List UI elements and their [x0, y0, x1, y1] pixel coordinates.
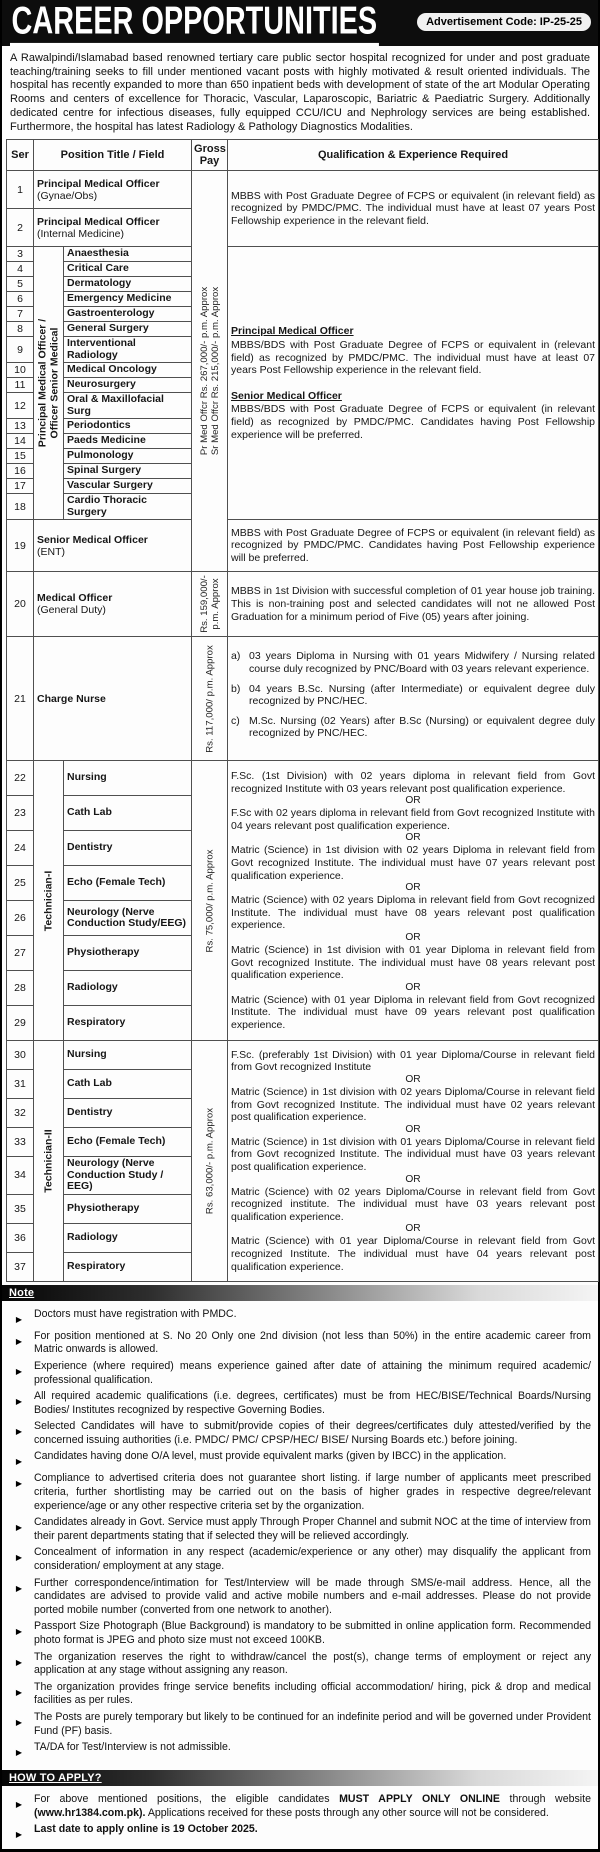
bullet-icon [4, 1823, 34, 1842]
specialty-cell: Critical Care [64, 262, 192, 277]
note-text: Doctors must have registration with PMDC. [34, 1307, 237, 1320]
note-item [4, 1620, 591, 1647]
table-row [7, 247, 599, 262]
qualification-option [231, 650, 595, 675]
specialty-cell: Oral & Maxillofacial Surg [64, 393, 192, 419]
note-item [4, 1651, 591, 1678]
bullet-icon [4, 1741, 34, 1760]
header-position: Position Title / Field [34, 140, 192, 171]
or-separator: OR [405, 1223, 421, 1235]
note-text: Passport Size Photograph (Blue Background) is mandatory to be submitted in online application form. Recommended photo format is JPEG and photo size must not exceed 100KB. [34, 1620, 591, 1646]
position-cell [34, 171, 192, 209]
table-row [7, 520, 599, 572]
specialty-cell: Nursing [64, 761, 192, 796]
ser-cell: 33 [7, 1128, 34, 1157]
position-cell [34, 520, 192, 572]
ser-cell: 26 [7, 901, 34, 936]
ser-cell: 35 [7, 1194, 34, 1223]
ser-cell: 29 [7, 1006, 34, 1041]
table-row [7, 572, 599, 637]
how-to-apply-header-bar [2, 1770, 598, 1786]
position-cell [34, 572, 192, 637]
note-item [4, 1330, 591, 1357]
specialty-cell: Physiotherapy [64, 936, 192, 971]
gross-pay-cell [192, 637, 228, 761]
group-label-cell [34, 761, 64, 1041]
specialty-cell: Respiratory [64, 1006, 192, 1041]
position-cell [34, 637, 192, 761]
qualification-cell [228, 637, 599, 761]
position-cell [34, 209, 192, 247]
position-subtitle: (General Duty) [37, 604, 106, 617]
qualification-cell [228, 1041, 599, 1282]
specialty-cell: Interventional Radiology [64, 337, 192, 363]
specialty-cell: Pulmonology [64, 449, 192, 464]
specialty-cell: Dentistry [64, 831, 192, 866]
ser-cell: 22 [7, 761, 34, 796]
group-label-rotated: Technician-I [41, 870, 54, 931]
header-qualification: Qualification & Experience Required [228, 140, 599, 171]
qualification-text: Matric (Science) in 1st division with 02 years Diploma/Course in relevant field from Govt recognized Institute. The individual must have 02 years relevant post qualification experience. [231, 1086, 596, 1124]
ser-cell: 24 [7, 831, 34, 866]
specialty-cell: Dermatology [64, 277, 192, 292]
ser-cell: 12 [7, 393, 34, 419]
last-date-text: Last date to apply online is 19 October 2025. [34, 1823, 258, 1836]
ser-cell: 32 [7, 1099, 34, 1128]
specialty-cell: Cath Lab [64, 796, 192, 831]
bullet-icon [4, 1711, 34, 1738]
ser-cell: 8 [7, 322, 34, 337]
note-text: Concealment of information in any respect (academic/experience or any other) may disqualify the applicant from consideration/ employment at any stage. [34, 1546, 591, 1573]
apply-item [4, 1793, 591, 1820]
ser-cell: 1 [7, 171, 34, 209]
qualification-text: MBBS with Post Graduate Degree of FCPS or equivalent (in relevant field) as recognized by PMDC/PMC. The individual must have at least 07 years Post Fellowship experience in the relevant field. [231, 189, 596, 228]
ad-code-badge: Advertisement Code: IP-25-25 [417, 13, 591, 31]
note-text: Candidates having done O/A level, must provide equivalent marks (given by IBCC) in the application. [34, 1450, 507, 1463]
header-ser: Ser [7, 140, 34, 171]
ser-cell: 34 [7, 1157, 34, 1195]
specialty-cell: Emergency Medicine [64, 292, 192, 307]
table-row [7, 171, 599, 209]
specialty-cell: Neurology (Nerve Conduction Study / EEG) [64, 1157, 192, 1195]
ser-cell: 3 [7, 247, 34, 262]
specialty-cell: Neurology (Nerve Conduction Study/EEG) [64, 901, 192, 936]
table-header-row [7, 140, 599, 171]
pay-line: Sr Med Offcr Rs. 215,000/- p.m. Approx [209, 287, 221, 456]
qualification-option [231, 683, 595, 708]
ser-cell: 10 [7, 363, 34, 378]
bullet-icon [4, 1546, 34, 1573]
ser-cell: 27 [7, 936, 34, 971]
gross-pay-cell [192, 171, 228, 572]
specialty-cell: Neurosurgery [64, 378, 192, 393]
apply-item [4, 1823, 591, 1842]
position-title: Charge Nurse [37, 692, 106, 705]
specialty-cell: Echo (Female Tech) [64, 866, 192, 901]
note-text: Compliance to advertised criteria does not guarantee short listing. if large number of applicants meet prescribed criteria, further shortlisting may be carried out on the basis of higher grades in respective degree/relevant experience/age or any other respective criteria set by the organization. [34, 1472, 591, 1512]
specialty-cell: Echo (Female Tech) [64, 1128, 192, 1157]
ser-cell: 31 [7, 1070, 34, 1099]
ser-cell: 18 [7, 494, 34, 520]
qualification-text: M.Sc. Nursing (02 Years) after B.Sc (Nursing) or equivalent degree duly recognized by PNC/HEC. [249, 714, 596, 740]
ser-cell: 2 [7, 209, 34, 247]
note-text: The organization provides fringe service benefits including official accommodation/ hiring, pick & drop and medical facilities as per rules. [34, 1680, 591, 1707]
specialty-cell: Nursing [64, 1041, 192, 1070]
pay-line: p.m. Approx [209, 578, 221, 630]
qualification-text: Matric (Science) with 01 year Diploma in relevant field from Govt recognized Institute. The individual must have 09 years relevant post qualification experience. [231, 993, 596, 1031]
ser-cell: 28 [7, 971, 34, 1006]
qualification-text: Matric (Science) with 02 years Diploma in relevant field from Govt recognized Institute. The individual must have 08 years relevant post qualification experience. [231, 894, 596, 932]
ser-cell: 17 [7, 479, 34, 494]
specialty-cell: Spinal Surgery [64, 464, 192, 479]
note-item [4, 1546, 591, 1573]
note-item [4, 1577, 591, 1618]
ser-cell: 19 [7, 520, 34, 572]
bullet-icon [4, 1450, 34, 1469]
positions-table [6, 139, 599, 1282]
group-label-line: Principal Medical Officer / [36, 319, 48, 448]
group-label-cell [34, 1041, 64, 1282]
ser-cell: 25 [7, 866, 34, 901]
apply-text [34, 1793, 591, 1820]
ser-cell: 5 [7, 277, 34, 292]
qualification-heading: Senior Medical Officer [231, 389, 342, 402]
note-item [4, 1360, 591, 1387]
ser-cell: 7 [7, 307, 34, 322]
specialty-cell: Dentistry [64, 1099, 192, 1128]
or-separator: OR [405, 981, 421, 993]
ser-cell: 16 [7, 464, 34, 479]
note-item [4, 1711, 591, 1738]
gross-pay-cell [192, 1041, 228, 1282]
qualification-heading: Principal Medical Officer [231, 325, 354, 338]
apply-text-part: For above mentioned positions, the eligible candidates [34, 1793, 340, 1806]
page-title: CAREER OPPORTUNITIES [10, 0, 379, 46]
bullet-icon [4, 1420, 34, 1447]
note-header: Note [9, 1286, 35, 1299]
group-label-cell [34, 247, 64, 520]
ser-cell: 15 [7, 449, 34, 464]
group-label-rotated [37, 319, 60, 447]
bullet-icon [4, 1651, 34, 1678]
note-item [4, 1516, 591, 1543]
ser-cell: 21 [7, 637, 34, 761]
ser-cell: 4 [7, 262, 34, 277]
or-separator: OR [405, 882, 421, 894]
specialty-cell: Respiratory [64, 1252, 192, 1281]
note-item [4, 1390, 591, 1417]
bullet-icon [4, 1472, 34, 1513]
ser-cell: 37 [7, 1252, 34, 1281]
bullet-icon [4, 1308, 34, 1327]
group-label-rotated: Technician-II [41, 1129, 54, 1193]
bullet-icon [4, 1360, 34, 1387]
table-row [7, 761, 599, 796]
bullet-icon [4, 1793, 34, 1820]
note-header-bar [2, 1285, 598, 1301]
qualification-text: MBBS/BDS with Post Graduate Degree of FCPS or equivalent (in relevant field) as recognized by PMDC/PMC. Candidates having Post Fellowship experience will be preferred. [231, 403, 596, 441]
ser-cell: 23 [7, 796, 34, 831]
specialty-cell: Periodontics [64, 419, 192, 434]
specialty-cell: General Surgery [64, 322, 192, 337]
group-label-line: Officer Senior Medical [47, 327, 60, 439]
position-subtitle: (Gynae/Obs) [37, 189, 98, 202]
qualification-option [231, 715, 595, 740]
or-separator: OR [405, 795, 421, 807]
qualification-cell [228, 247, 599, 520]
gross-pay-rotated: Rs. 117,000/ p.m. Approx [204, 644, 216, 753]
note-text: The organization reserves the right to withdraw/cancel the post(s), change terms of employment or reject any application at any stage without assigning any reason. [34, 1650, 591, 1677]
qualification-text: 03 years Diploma in Nursing with 01 years Midwifery / Nursing related course duly recognized by PNC/Board with 03 years relevant experience. [249, 650, 596, 676]
note-item [4, 1472, 591, 1513]
note-text: Candidates already in Govt. Service must apply Through Proper Channel and submit NOC at the time of interview from their parent departments stating that if selected they will be relieved accordingly. [34, 1516, 591, 1542]
ser-cell: 11 [7, 378, 34, 393]
note-text: Further correspondence/intimation for Test/Interview will be made through SMS/e-mail address. Hence, all the candidates are advised to provide valid and active mobile numbers and e-mail addresses. Please do not provide ported mobile number (converted from one network to another). [34, 1576, 591, 1616]
ser-cell: 30 [7, 1041, 34, 1070]
ser-cell: 36 [7, 1223, 34, 1252]
apply-website-url: (www.hr1384.com.pk). [34, 1806, 146, 1819]
note-list [2, 1301, 598, 1767]
how-to-apply-header: HOW TO APPLY? [9, 1772, 102, 1785]
note-text: For position mentioned at S. No 20 Only one 2nd division (not less than 50%) in the entire academic career from Matric onwards is allowed. [34, 1329, 591, 1356]
qualification-text: Matric (Science) in 1st division with 01 years Diploma/Course in relevant field from Govt recognized Institute. The individual must have 03 years relevant post qualification experience. [231, 1135, 596, 1173]
or-separator: OR [405, 1123, 421, 1135]
qualification-text: Matric (Science) in 1st division with 01 year Diploma in relevant field from Govt recognized Institute. The individual must have 08 years relevant post qualification experience. [231, 943, 596, 982]
intro-paragraph: A Rawalpindi/Islamabad based renowned tertiary care public sector hospital recognized for under and post graduate teaching/training seeks to fill under mentioned vacant posts with highly motivated & result oriented individuals. The hospital has recently expanded to more than 650 inpatient beds with development of state of the art Modular Operating Rooms and centers of excellence for Thoracic, Vascular, Laparoscopic, Bariatric & Paediatric Surgery. Additionally dedicated centre for infectious diseases, fully equipped CCU/ICU and Nephrology services are being established. Furthermore, the hospital has latest Radiology & Pathology Diagnostics Modalities. [10, 52, 590, 133]
ser-cell: 13 [7, 419, 34, 434]
gross-pay-rotated [199, 575, 221, 633]
apply-text-part: through website [499, 1793, 591, 1806]
how-to-apply-list [2, 1786, 598, 1849]
option-key: a) [231, 650, 241, 663]
qualification-text: F.Sc. (preferably 1st Division) with 01 year Diploma/Course in relevant field from Govt recognized Institute [231, 1048, 596, 1074]
note-text: Experience (where required) means experience gained after date of attaining the minimum required academic/ professional qualification. [34, 1359, 591, 1386]
qualification-cell [228, 572, 599, 637]
note-text: Selected Candidates will have to submit/provide copies of their degrees/certificates duly attested/verified by the concerned issuing authorities (i.e. PMDC/ PMC/ CPSP/HEC/ BISE/ Nursing Boards etc.) before joining. [34, 1420, 591, 1446]
bullet-icon [4, 1330, 34, 1357]
pay-line: Pr Med Offcr Rs. 267,000/- p.m. Approx [198, 287, 210, 456]
option-key: b) [231, 682, 241, 695]
bullet-icon [4, 1516, 34, 1543]
qualification-cell [228, 520, 599, 572]
header-gross-pay: Gross Pay [192, 140, 228, 171]
table-row [7, 1041, 599, 1070]
qualification-text: MBBS with Post Graduate Degree of FCPS or equivalent (in relevant field) as recognized by PMDC/PMC. Candidates having Post Fellowship experience will be preferred. [231, 526, 596, 565]
position-title: Medical Officer [37, 592, 113, 605]
note-item [4, 1741, 591, 1760]
ser-cell: 14 [7, 434, 34, 449]
specialty-cell: Anaesthesia [64, 247, 192, 262]
note-text: TA/DA for Test/Interview is not admissible. [34, 1741, 231, 1754]
qualification-cell [228, 171, 599, 247]
qualification-text: F.Sc with 02 years diploma in relevant field from Govt recognized Institute with 04 years relevant post qualification experience. [231, 807, 596, 832]
note-item [4, 1420, 591, 1447]
gross-pay-rotated: Rs. 75,000/ p.m. Approx [204, 849, 216, 953]
specialty-cell: Medical Oncology [64, 363, 192, 378]
qualification-text: Matric (Science) with 02 years Diploma/Course in relevant field from Govt recognized institute. The individual must have 03 years relevant post qualification experience. [231, 1185, 596, 1223]
qualification-text: Matric (Science) in 1st division with 02 years Diploma in relevant field from Govt recognized Institute. The individual must have 07 years relevant post qualification experience. [231, 844, 596, 882]
ser-cell: 6 [7, 292, 34, 307]
qualification-text: F.Sc. (1st Division) with 02 years diploma in relevant field from Govt recognized Institute with 03 years relevant post qualification experience. [231, 769, 596, 795]
ser-cell: 20 [7, 572, 34, 637]
position-title: Senior Medical Officer [37, 533, 148, 546]
or-separator: OR [405, 931, 421, 943]
specialty-cell: Cardio Thoracic Surgery [64, 494, 192, 520]
specialty-cell: Vascular Surgery [64, 479, 192, 494]
note-text: The Posts are purely temporary but likely to be continued for an indefinite period and will be governed under Provident Fund (PF) basis. [34, 1710, 591, 1737]
note-text: All required academic qualifications (i.e. degrees, certificates) must be from HEC/BISE/Technical Boards/Nursing Bodies/ Institutes recognized by respective Governing Bodies. [34, 1390, 591, 1416]
specialty-cell: Cath Lab [64, 1070, 192, 1099]
bullet-icon [4, 1390, 34, 1417]
ser-cell: 9 [7, 337, 34, 363]
or-separator: OR [405, 832, 421, 844]
note-item [4, 1308, 591, 1327]
position-title: Principal Medical Officer [37, 215, 160, 228]
position-title: Principal Medical Officer [37, 177, 160, 190]
position-subtitle: (Internal Medicine) [37, 227, 124, 240]
gross-pay-rotated: Rs. 63,000/- p.m. Approx [204, 1107, 216, 1215]
specialty-cell: Radiology [64, 971, 192, 1006]
gross-pay-rotated [199, 287, 221, 455]
note-item [4, 1450, 591, 1469]
bullet-icon [4, 1681, 34, 1708]
qualification-text: MBBS in 1st Division with successful completion of 01 year house job training. This is non-training post and selected candidates will not ne allowed Post Graduation for a minimum period of Five (05) years after joining. [231, 585, 596, 623]
note-item [4, 1681, 591, 1708]
qualification-text: Matric (Science) with 01 year Diploma/Course in relevant field from Govt recognized Institute. The individual must have 04 years relevant post qualification experience. [231, 1235, 596, 1273]
specialty-cell: Radiology [64, 1223, 192, 1252]
bullet-icon [4, 1577, 34, 1618]
bullet-icon [4, 1620, 34, 1647]
qualification-text: MBBS/BDS with Post Graduate Degree of FCPS or equivalent in (relevant field) as recognized by PMDC/PMC. The individual must have at least 07 years Post Fellowship experience in the relevant field. [231, 338, 596, 377]
position-subtitle: (ENT) [37, 545, 65, 558]
apply-online-emphasis: MUST APPLY ONLY ONLINE [339, 1793, 500, 1806]
or-separator: OR [405, 1173, 421, 1185]
pay-line: Rs. 159,000/- [198, 575, 210, 634]
specialty-cell: Physiotherapy [64, 1194, 192, 1223]
gross-pay-cell [192, 761, 228, 1041]
qualification-text: 04 years B.Sc. Nursing (after Intermediate) or equivalent degree duly recognized by PNC/HEC. [249, 682, 596, 708]
option-key: c) [231, 714, 240, 727]
specialty-cell: Paeds Medicine [64, 434, 192, 449]
gross-pay-cell [192, 572, 228, 637]
specialty-cell: Gastroenterology [64, 307, 192, 322]
masthead [2, 0, 598, 46]
qualification-cell [228, 761, 599, 1041]
table-row [7, 637, 599, 761]
apply-text-part: Applications received for these posts through any other source will not be considered. [145, 1806, 549, 1819]
or-separator: OR [405, 1074, 421, 1085]
